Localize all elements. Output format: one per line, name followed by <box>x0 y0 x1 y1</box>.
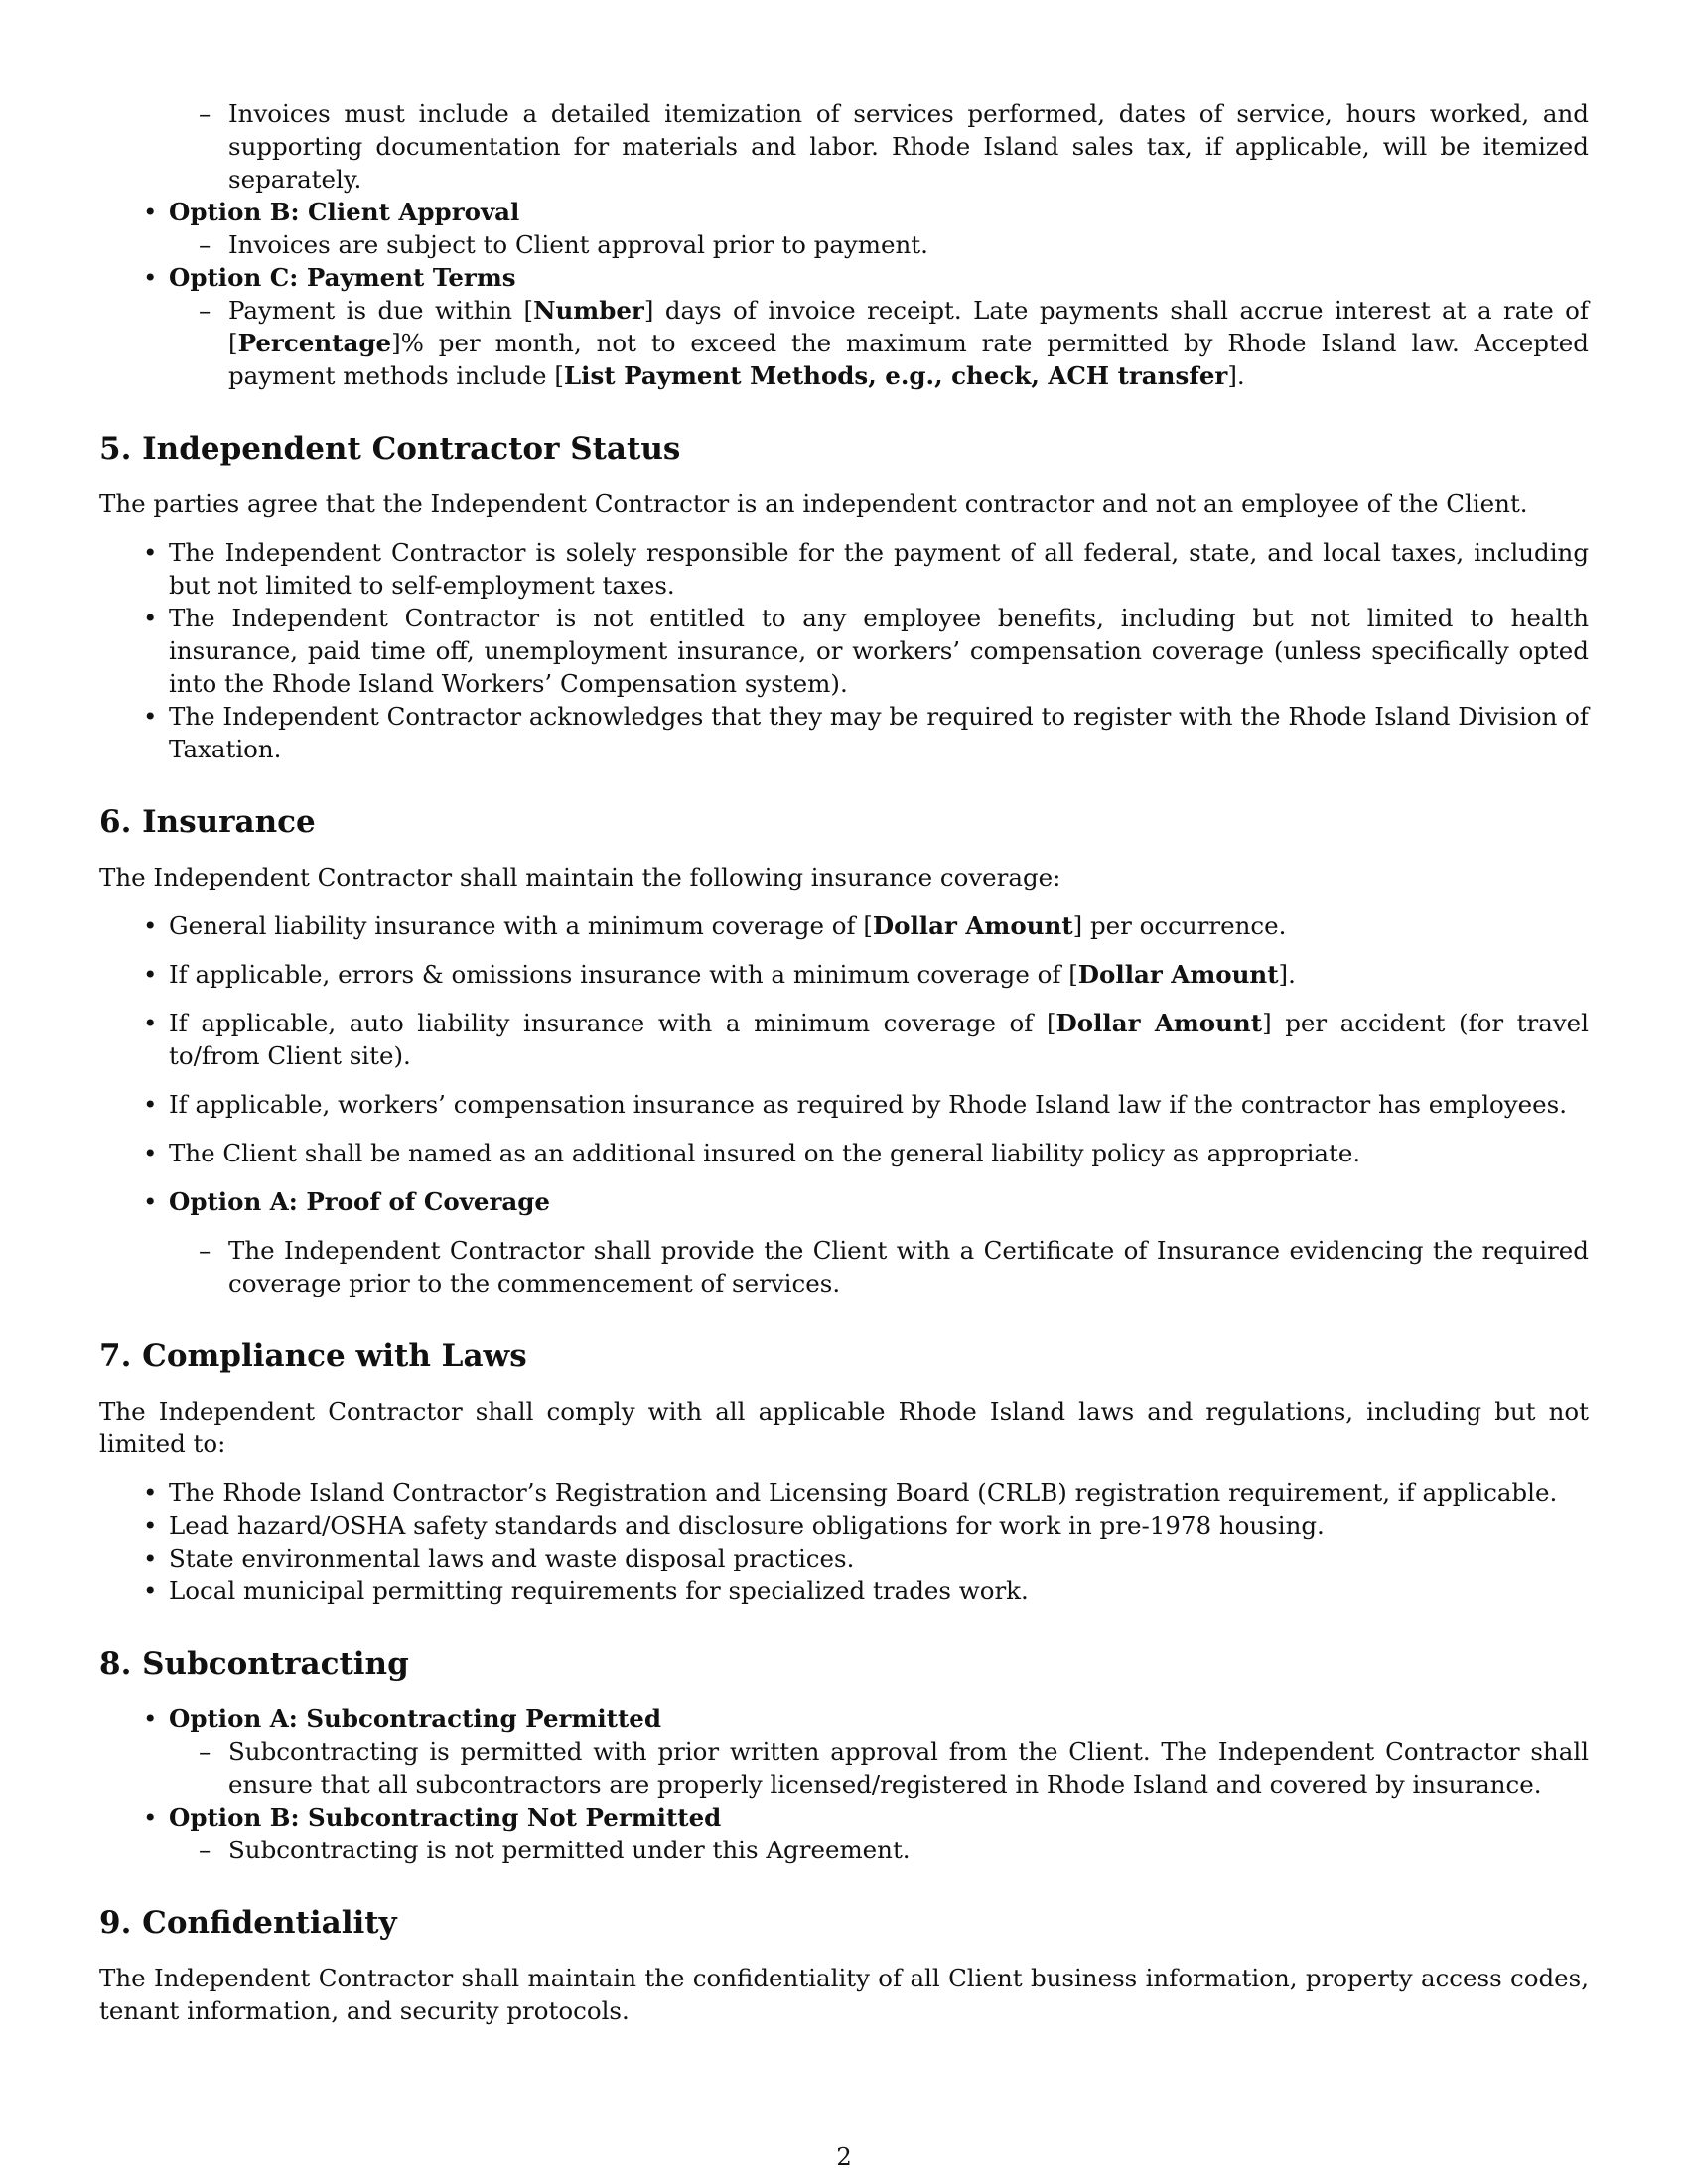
section-body: The Independent Contractor shall maintain the confidentiality of all Client business information, property access codes, tenant information, and security protocols. <box>99 1964 1589 2025</box>
dash-marker: – <box>199 1836 211 1864</box>
bullet-marker: • <box>143 198 158 226</box>
dash-marker: – <box>199 230 211 259</box>
bullet-marker: • <box>143 1705 158 1733</box>
list-item: • Local municipal permitting requirements for specialized trades work. <box>143 1576 1029 1605</box>
list-item: • State environmental laws and waste disposal practices. <box>143 1544 855 1572</box>
list-item: • The Independent Contractor is solely responsible for the payment of all federal, state, and local taxes, including but not limited to self-employment taxes. <box>143 538 1589 600</box>
section-heading: 6. Insurance <box>99 804 316 840</box>
list-item: • The Independent Contractor is not entitled to any employee benefits, including but not limited to health insurance, paid time off, unemployment insurance, or workers’ compensation coverage (unless specifically opted into the Rhode Island Workers’ Compensation system). <box>143 604 1589 698</box>
section-heading: 7. Compliance with Laws <box>99 1338 527 1374</box>
section-7-list <box>99 1476 1589 1607</box>
dash-marker: – <box>199 1737 211 1766</box>
placeholder-field: Dollar Amount <box>1055 1009 1263 1037</box>
section-5-list <box>99 536 1589 765</box>
list-item <box>99 1185 1589 1218</box>
document-page <box>99 97 1589 2027</box>
bullet-marker: • <box>143 960 158 989</box>
bullet-marker: • <box>143 538 158 567</box>
bullet-marker: • <box>143 1511 158 1540</box>
bullet-marker: • <box>143 1090 158 1119</box>
section-heading: 8. Subcontracting <box>99 1646 409 1682</box>
bullet-marker: • <box>143 1803 158 1832</box>
placeholder-field: List Payment Methods, e.g., check, ACH transfer <box>563 361 1228 390</box>
list-item: • If applicable, workers’ compensation insurance as required by Rhode Island law if the contractor has employees. <box>143 1090 1567 1119</box>
section-intro: The parties agree that the Independent Contractor is an independent contractor and not an employee of the Client. <box>99 489 1528 518</box>
bullet-marker: • <box>143 263 158 292</box>
placeholder-field: Number <box>533 296 644 325</box>
placeholder-field: Dollar Amount <box>872 911 1073 940</box>
option-label: Option B: Subcontracting Not Permitted <box>169 1803 722 1832</box>
dash-marker: – <box>199 99 211 128</box>
list-item <box>99 1801 1589 1834</box>
bullet-marker: • <box>143 1576 158 1605</box>
option-label: Option C: Payment Terms <box>169 263 516 292</box>
list-item: – Subcontracting is not permitted under this Agreement. <box>199 1836 911 1864</box>
list-item <box>99 1703 1589 1735</box>
dash-marker: – <box>199 296 211 325</box>
list-item: • The Rhode Island Contractor’s Registration and Licensing Board (CRLB) registration requirement, if applicable. <box>143 1478 1558 1507</box>
list-item: – Invoices must include a detailed itemization of services performed, dates of service, hours worked, and supporting documentation for materials and labor. Rhode Island sales tax, if applicable, will be itemized separately. <box>199 99 1589 194</box>
placeholder-field: Percentage <box>237 329 392 357</box>
bullet-marker: • <box>143 911 158 940</box>
section-intro: The Independent Contractor shall maintain the following insurance coverage: <box>99 863 1061 891</box>
dash-marker: – <box>199 1236 211 1265</box>
bullet-marker: • <box>143 702 158 731</box>
bullet-marker: • <box>143 1478 158 1507</box>
bullet-marker: • <box>143 1187 158 1216</box>
list-item: – Subcontracting is permitted with prior written approval from the Client. The Independent Contractor shall ensure that all subcontractors are properly licensed/registered in Rhode Island and covered by insurance. <box>199 1737 1589 1799</box>
section-8-list <box>99 1703 1589 1866</box>
list-item: • If applicable, errors & omissions insurance with a minimum coverage of [Dollar Amount]. <box>143 960 1296 989</box>
list-item: – The Independent Contractor shall provide the Client with a Certificate of Insurance evidencing the required coverage prior to the commencement of services. <box>199 1236 1589 1297</box>
list-item: • The Independent Contractor acknowledges that they may be required to register with the Rhode Island Division of Taxation. <box>143 702 1589 763</box>
section-heading: 5. Independent Contractor Status <box>99 431 681 467</box>
bullet-marker: • <box>143 1009 158 1037</box>
list-item: • General liability insurance with a minimum coverage of [Dollar Amount] per occurrence. <box>143 911 1287 940</box>
list-item: • The Client shall be named as an additional insured on the general liability policy as appropriate. <box>143 1139 1361 1167</box>
option-label: Option A: Subcontracting Permitted <box>169 1705 662 1733</box>
list-item: – Payment is due within [Number] days of invoice receipt. Late payments shall accrue interest at a rate of [Percentage]% per month, not to exceed the maximum rate permitted by Rhode Island law. Accepted payment methods include [List Payment Methods, e.g., check, ACH transfer]. <box>199 296 1589 390</box>
placeholder-field: Dollar Amount <box>1077 960 1279 989</box>
section-intro: The Independent Contractor shall comply with all applicable Rhode Island laws and regulations, including but not limited to: <box>99 1397 1589 1458</box>
list-item <box>99 261 1589 294</box>
bullet-marker: • <box>143 604 158 632</box>
bullet-marker: • <box>143 1139 158 1167</box>
option-label: Option B: Client Approval <box>169 198 520 226</box>
list-item: • If applicable, auto liability insurance with a minimum coverage of [Dollar Amount] per accident (for travel to/from Client site). <box>143 1009 1589 1070</box>
list-item: – Invoices are subject to Client approval prior to payment. <box>199 230 928 259</box>
option-label: Option A: Proof of Coverage <box>169 1187 551 1216</box>
bullet-marker: • <box>143 1544 158 1572</box>
list-item: • Lead hazard/OSHA safety standards and disclosure obligations for work in pre-1978 housing. <box>143 1511 1325 1540</box>
section-heading: 9. Confidentiality <box>99 1905 397 1941</box>
list-item <box>99 196 1589 228</box>
section-6-list <box>99 909 1589 1299</box>
page-number: 2 <box>836 2142 852 2171</box>
section-4-continued <box>99 97 1589 392</box>
